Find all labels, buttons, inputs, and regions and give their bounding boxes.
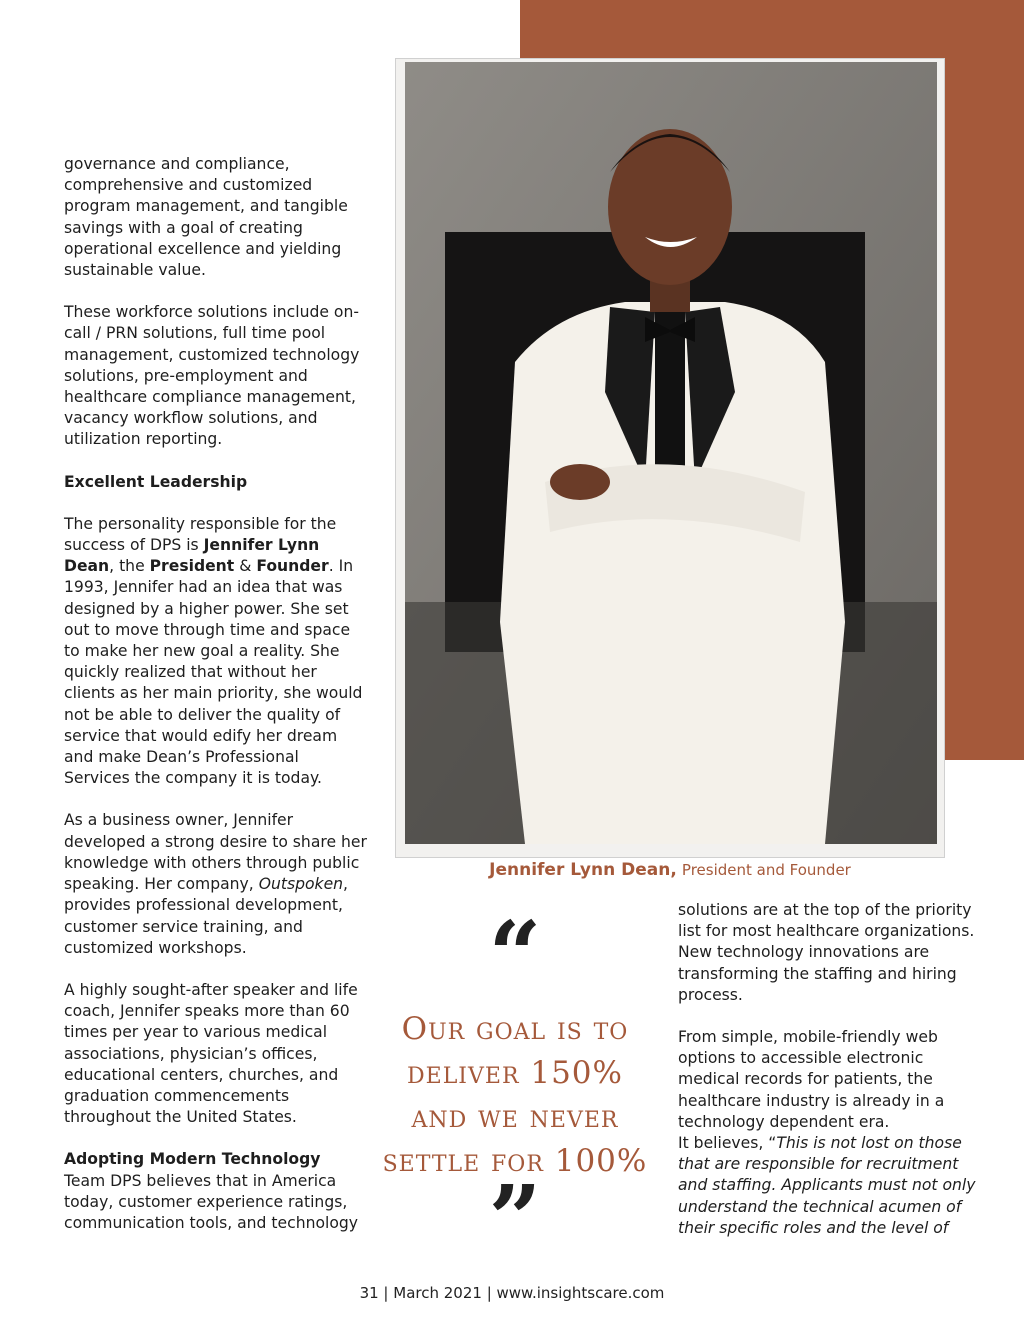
section-heading: Excellent Leadership xyxy=(64,472,248,491)
portrait-photo-frame xyxy=(395,58,945,858)
portrait-photo xyxy=(405,62,937,844)
italic-quote: This is not lost on those that are responsible for recruitment and staffing. Applicants must not only understand the technical acumen of their specific roles and the level of xyxy=(678,1134,976,1237)
paragraph: solutions are at the top of the priority list for most healthcare organizations. New technology innovations are transforming the staffing and hiring process. xyxy=(678,901,975,1004)
paragraph xyxy=(64,810,369,958)
text-run: , the xyxy=(109,557,150,576)
paragraph: Team DPS believes that in America today, customer experience ratings, communication tools, and technology xyxy=(64,1171,358,1232)
text-run: , provides professional development, customer service training, and customized workshops. xyxy=(64,875,349,957)
section-heading: Adopting Modern Technology xyxy=(64,1150,321,1169)
paragraph: A highly sought-after speaker and life coach, Jennifer speaks more than 60 times per year to various medical associations, physician’s offices, educational centers, churches, and graduation commencements throughout the United States. xyxy=(64,980,358,1127)
photo-caption xyxy=(395,860,945,880)
paragraph: From simple, mobile-friendly web options to accessible electronic medical records for patients, the healthcare industry is already in a technology dependent era. xyxy=(678,1028,945,1131)
text-run: As a business owner, Jennifer developed a strong desire to share her knowledge with others through public speaking. Her company, xyxy=(64,811,367,894)
right-text-column xyxy=(678,900,978,1239)
bold-name: Jennifer Lynn Dean xyxy=(64,536,320,576)
text-run: . In 1993, Jennifer had an idea that was designed by a higher power. She set out to move through time and space to make her new goal a reality. She quickly realized that without her clients as her main priority, she would not be able to deliver the quality of service that would edify her dream and make Dean’s Professional Services the company it is today. xyxy=(64,557,363,788)
paragraph: These workforce solutions include on-call / PRN solutions, full time pool management, customized technology solutions, pre-employment and healthcare compliance management, vacancy workflow solutions, and utilization reporting. xyxy=(64,303,360,449)
left-text-column xyxy=(64,154,369,1234)
caption-name: Jennifer Lynn Dean, xyxy=(489,860,677,880)
paragraph: governance and compliance, comprehensive and customized program management, and tangible savings with a goal of creating operational excellence and yielding sustainable value. xyxy=(64,155,348,280)
close-quote-mark: ” xyxy=(488,1165,542,1273)
text-run: The personality responsible for the success of DPS is xyxy=(64,514,337,555)
text-run: It believes, “ xyxy=(678,1134,777,1153)
bold-title: Founder xyxy=(256,557,329,576)
paragraph xyxy=(678,1133,978,1239)
bold-title: President xyxy=(149,557,235,576)
pull-quote-text: Our goal is to deliver 150% and we never settle for 100% xyxy=(382,1011,648,1179)
open-quote-mark: “ xyxy=(488,901,542,1009)
text-run: & xyxy=(234,557,257,576)
caption-role: President and Founder xyxy=(681,861,851,879)
pull-quote xyxy=(380,901,650,1273)
italic-company-name: Outspoken xyxy=(258,875,344,894)
paragraph xyxy=(64,514,369,790)
page-footer: 31 | March 2021 | www.insightscare.com xyxy=(359,1284,665,1302)
